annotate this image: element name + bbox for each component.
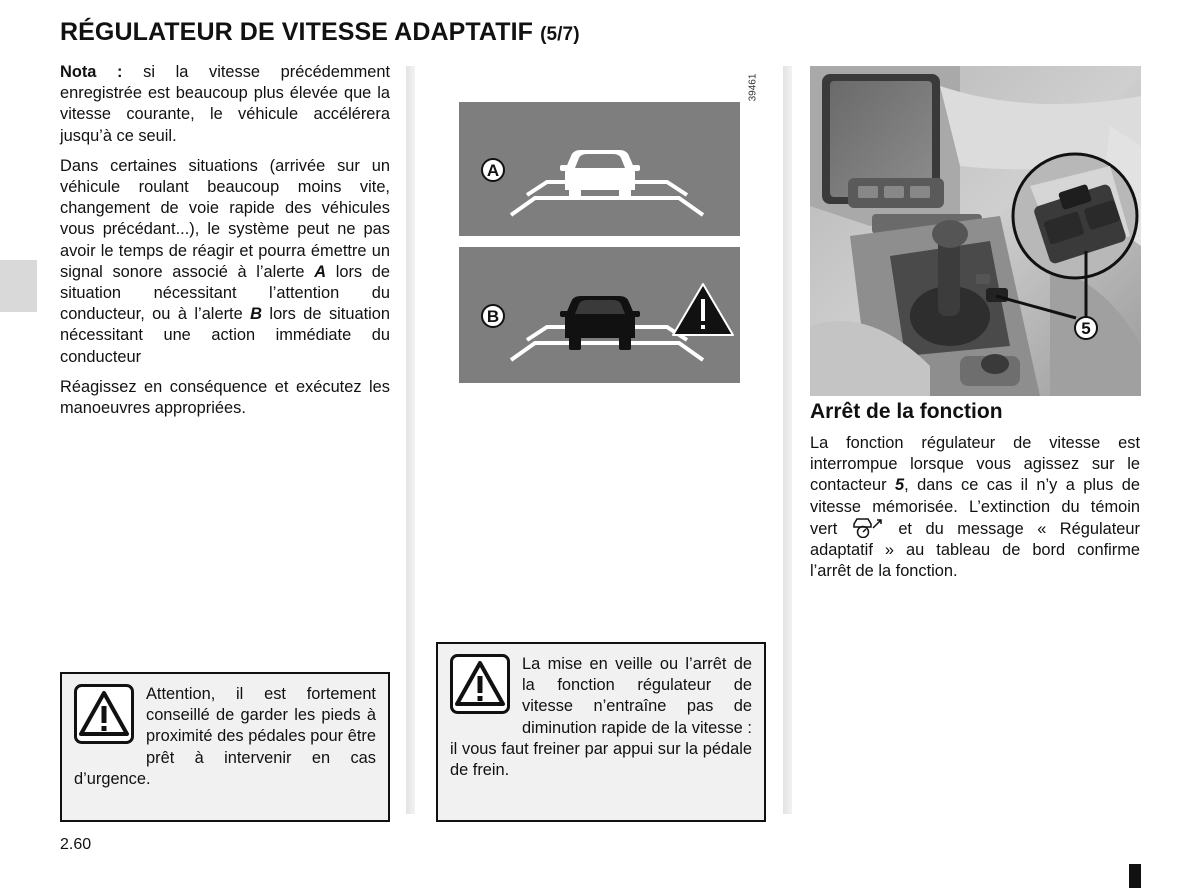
react-paragraph: Réagissez en conséquence et exécutez les manoeuvres appropriées.: [60, 377, 390, 418]
alerts-paragraph: [60, 156, 390, 368]
nota-label: Nota :: [60, 63, 123, 81]
alert-illustration: [459, 102, 740, 383]
stop-text-2: , dans ce cas il n’y a plus de vitesse mémorisée. L’extinction du témoin vert: [810, 476, 1141, 538]
stop-text-3: et du message « Régulateur adaptatif » au tableau de bord confirme l’arrêt de la fonction.: [810, 519, 1140, 581]
title-section: (5/7): [540, 24, 580, 45]
switch-zoom-detail: [1013, 154, 1137, 278]
right-column: [810, 433, 1140, 591]
cruise-control-indicator-icon: [851, 518, 885, 538]
label-b-text: B: [486, 307, 500, 326]
warning-middle-text: La mise en veille ou l’arrêt de la fonction régulateur de vitesse n’entraîne pas de diminution rapide de la vitesse : il vous faut freiner par appui sur la pédale de frein.: [450, 655, 752, 780]
contactor-ref: 5: [894, 476, 905, 495]
warning-left-text: Attention, il est fortement conseillé de garder les pieds à proximité des pédales pour être prêt à intervenir en cas d’urgence.: [74, 685, 376, 788]
label-a-badge: [482, 159, 504, 181]
alert-a-ref: A: [314, 262, 327, 281]
car-a-windshield: [575, 154, 625, 168]
alerts-text-2: lors de situation nécessitant l’attention du conducteur, ou à l’alerte: [60, 262, 391, 324]
chapter-tab: [0, 260, 37, 312]
warning-box-middle: [436, 642, 766, 822]
label-b-badge: [482, 305, 504, 327]
alert-b-ref: B: [250, 305, 262, 324]
section-heading: Arrêt de la fonction: [810, 400, 1003, 423]
console-photo: [810, 66, 1141, 396]
label-5-text: 5: [1081, 319, 1091, 338]
column-divider-right: [783, 66, 792, 814]
label-a-text: A: [486, 161, 500, 180]
warning-box-left: [60, 672, 390, 822]
alerts-text-1: Dans certaines situations (arrivée sur un véhicule roulant beaucoup moins vite, changement de voie rapide des véhicules vous précédant...), le système peut ne pas avoir le temps de réagir et pourra émettre un signal sonore associé à l’alerte: [60, 156, 390, 281]
left-column: [60, 62, 390, 428]
alerts-text-3: lors de situation nécessitant une action immédiate du conducteur: [60, 305, 390, 366]
warning-icon: [450, 654, 510, 714]
label-5-badge: [1075, 317, 1097, 339]
page-number: 2.60: [60, 836, 92, 853]
nota-text: si la vitesse précédemment enregistrée est beaucoup plus élevée que la vitesse courante, le véhicule accélérera jusqu’à ce seuil.: [60, 63, 391, 145]
title-text: RÉGULATEUR DE VITESSE ADAPTATIF: [60, 18, 534, 46]
stop-text-1: La fonction régulateur de vitesse est interrompue lorsque vous agissez sur le contacteur: [810, 434, 1140, 495]
stop-function-paragraph: [810, 433, 1140, 582]
page-title: [60, 18, 580, 47]
page-edge-marker: [1129, 864, 1141, 888]
car-b-windshield: [575, 300, 625, 314]
column-divider-left: [406, 66, 415, 814]
warning-icon: [74, 684, 134, 744]
nota-paragraph: [60, 62, 390, 147]
figure-ref-39461: 39461: [747, 73, 759, 102]
